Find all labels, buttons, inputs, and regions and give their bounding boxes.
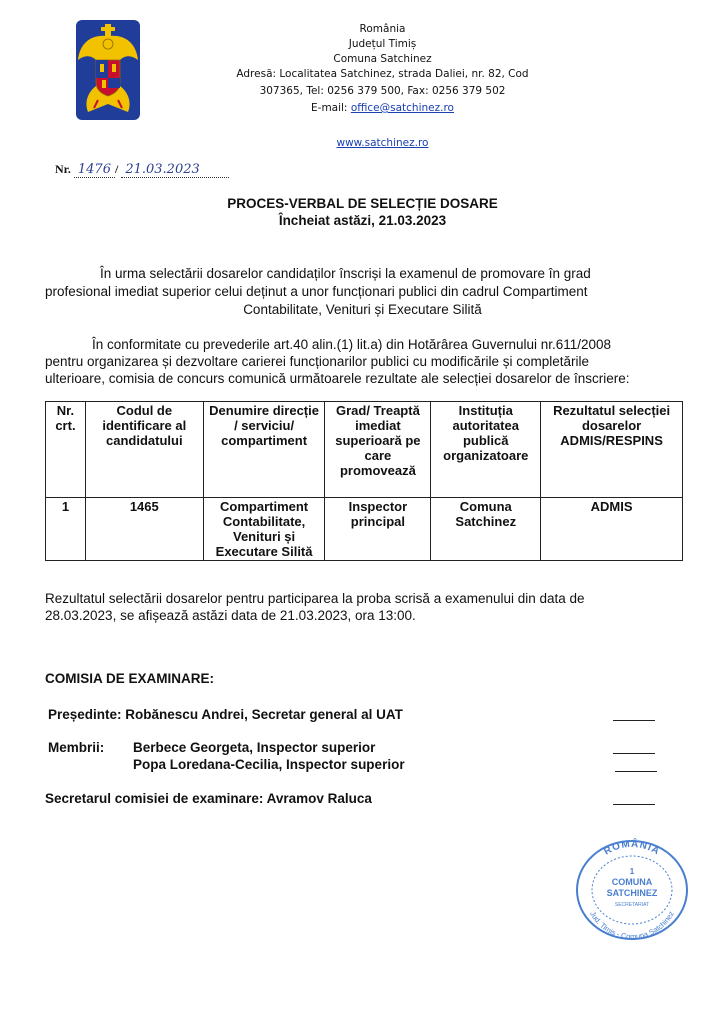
secretary-row — [45, 791, 372, 806]
member1-signature-line — [613, 753, 655, 754]
document-title: PROCES-VERBAL DE SELECȚIE DOSARE — [227, 196, 498, 211]
members-label: Membrii: — [48, 740, 105, 755]
registration-number-value: 1476 — [74, 162, 115, 178]
cell-rezultat: ADMIS — [541, 498, 683, 561]
result-line1: Rezultatul selectării dosarelor pentru participarea la proba scrisă a examenului din data de — [45, 591, 585, 606]
header-email-row — [225, 101, 540, 116]
cell-cod: 1465 — [85, 498, 203, 561]
header-directie: Denumire direcție / serviciu/ compartiment — [203, 402, 325, 498]
header-commune: Comuna Satchinez — [333, 53, 432, 65]
secretary-name: Avramov Raluca — [266, 791, 372, 806]
member-1: Berbece Georgeta, Inspector superior — [133, 740, 376, 755]
header-country: România — [359, 23, 406, 35]
svg-text:ROMÂNIA — [602, 838, 662, 858]
member-2: Popa Loredana-Cecilia, Inspector superior — [133, 757, 405, 772]
stamp-small: SECRETARIAT — [614, 902, 650, 908]
header-address-line2: 307365, Tel: 0256 379 500, Fax: 0256 379 502 — [259, 85, 506, 97]
document-subtitle: Încheiat astăzi, 21.03.2023 — [278, 213, 447, 228]
commission-heading: COMISIA DE EXAMINARE: — [45, 671, 215, 686]
nr-label: Nr. — [55, 162, 71, 176]
website-row — [225, 137, 540, 149]
conform-line3: ulterioare, comisia de concurs comunică următoarele rezultate ale selecției dosarelor de înscriere: — [45, 371, 630, 386]
email-label: E-mail: — [311, 102, 348, 114]
registration-number — [55, 162, 229, 178]
website-link[interactable]: www.satchinez.ro — [336, 137, 429, 149]
header-grad: Grad/ Treaptă imediat superioară pe care promovează — [325, 402, 431, 498]
stamp-bottom-text: Jud. Timiș - Comuna Satchinez — [588, 909, 676, 942]
header-institutia: Instituția autoritatea publică organizatoare — [431, 402, 541, 498]
president-label: Președinte: — [48, 707, 122, 722]
stamp-center1: COMUNA — [611, 877, 653, 887]
svg-text:Jud. Timiș - Comuna Satchinez — [588, 909, 676, 941]
table-row — [46, 498, 683, 561]
intro-line3: Contabilitate, Venituri și Executare Silită — [243, 302, 482, 317]
email-link[interactable]: office@satchinez.ro — [350, 102, 454, 114]
secretary-label: Secretarul comisiei de examinare: — [45, 791, 264, 806]
cell-institutia: Comuna Satchinez — [431, 498, 541, 561]
conform-line2: pentru organizarea și dezvoltare carierei funcționarilor publici cu modificările și completările — [45, 354, 590, 369]
header-nr: Nr. crt. — [46, 402, 86, 498]
header-county: Județul Timiș — [348, 38, 417, 50]
stamp-center2: SATCHINEZ — [606, 888, 658, 898]
table-header-row — [46, 402, 683, 498]
stamp-number: 1 — [629, 867, 635, 876]
header-rezultat: Rezultatul selecției dosarelor ADMIS/RESPINS — [541, 402, 683, 498]
nr-separator: / — [114, 162, 119, 176]
result-line2: 28.03.2023, se afișează astăzi data de 21.03.2023, ora 13:00. — [45, 608, 416, 623]
cell-nr: 1 — [46, 498, 86, 561]
header-cod: Codul de identificare al candidatului — [85, 402, 203, 498]
registration-date: 21.03.2023 — [121, 162, 229, 178]
president-signature-line — [613, 720, 655, 721]
secretary-signature-line — [613, 804, 655, 805]
romania-coat-of-arms-logo — [62, 16, 154, 124]
president-name: Robănescu Andrei, Secretar general al UAT — [125, 707, 403, 722]
official-stamp — [573, 838, 691, 942]
cell-directie: Compartiment Contabilitate, Venituri și Executare Silită — [203, 498, 325, 561]
member2-signature-line — [615, 771, 657, 772]
cell-grad: Inspector principal — [325, 498, 431, 561]
president-row — [48, 707, 403, 722]
results-table — [45, 401, 683, 561]
intro-line2: profesional imediat superior celui deținut a unor funcționari publici din cadrul Compartiment — [45, 284, 588, 299]
conform-line1: În conformitate cu prevederile art.40 alin.(1) lit.a) din Hotărârea Guvernului nr.611/2008 — [92, 337, 612, 352]
intro-line1: În urma selectării dosarelor candidaților înscriși la examenul de promovare în grad — [100, 266, 591, 281]
stamp-top-text: ROMÂNIA — [602, 838, 662, 858]
header-address-line1: Adresă: Localitatea Satchinez, strada Daliei, nr. 82, Cod — [236, 68, 529, 80]
